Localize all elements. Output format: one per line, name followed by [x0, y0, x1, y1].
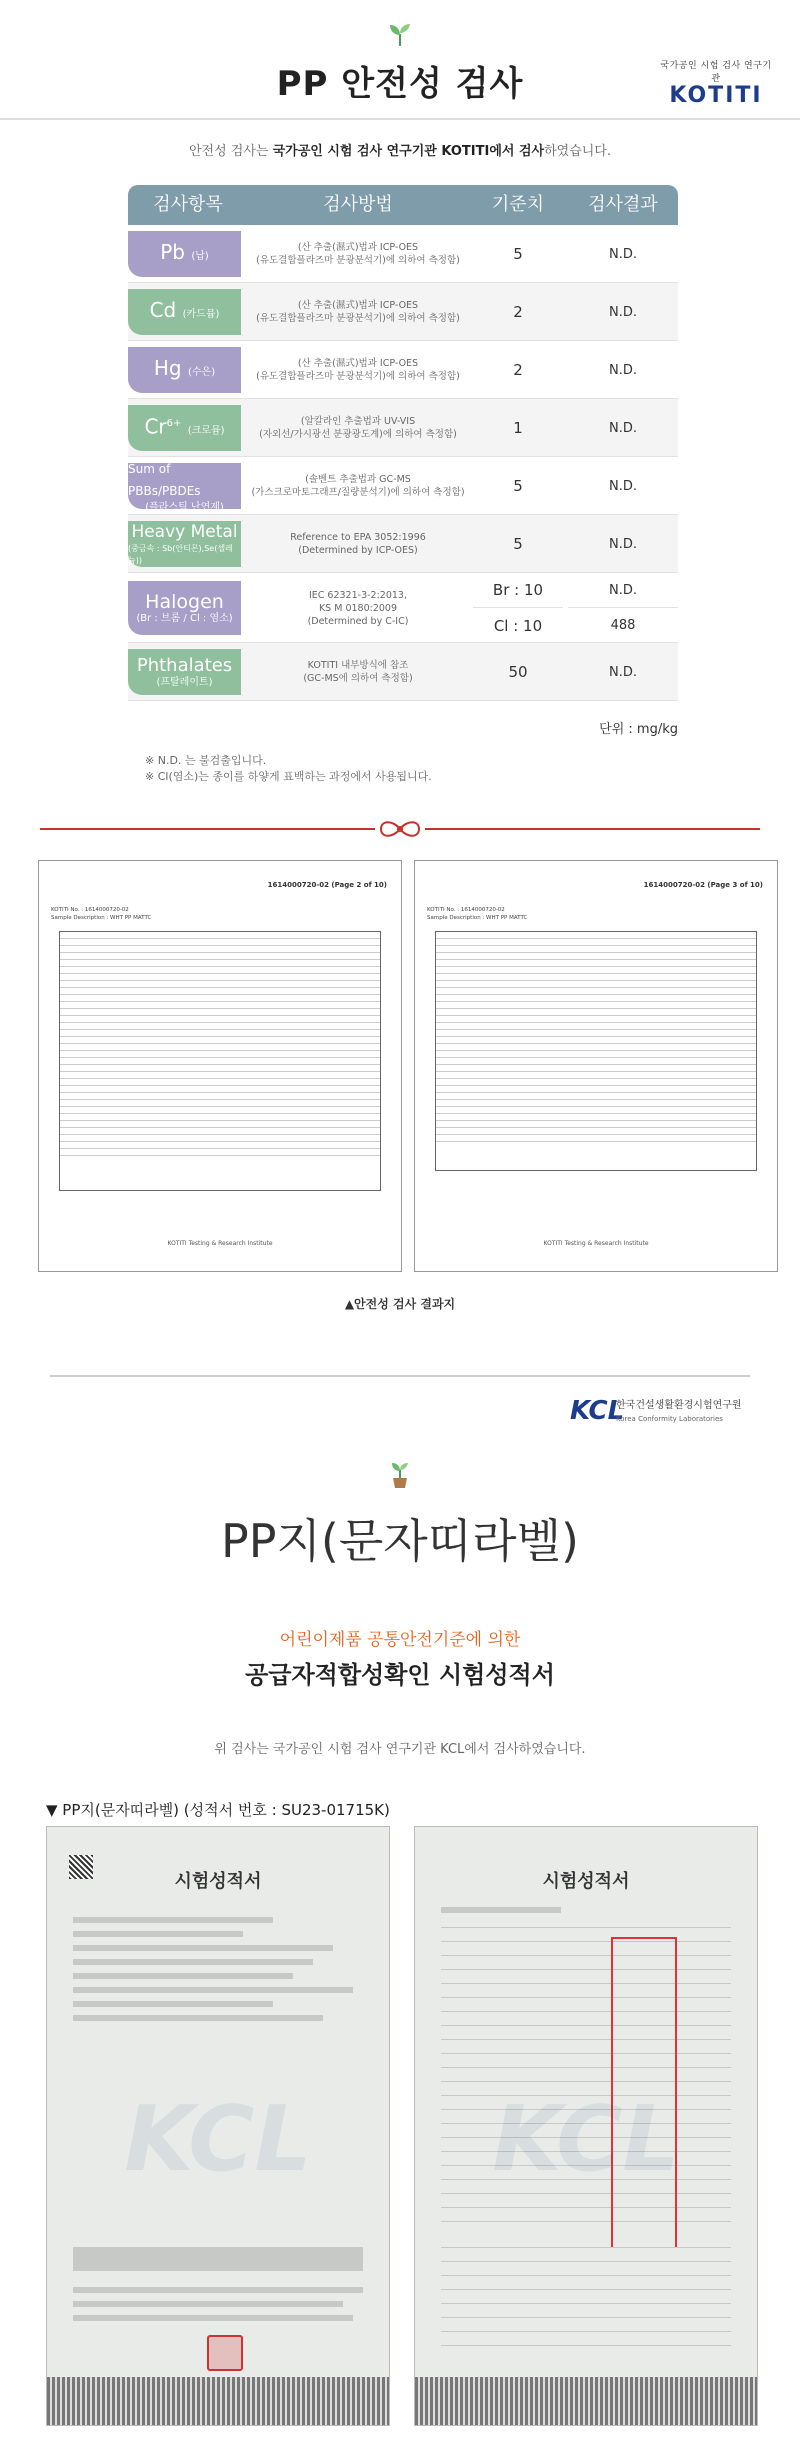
- header-item: 검사항목: [153, 194, 223, 215]
- note-nd: ※ N.D. 는 불검출입니다.: [145, 754, 267, 767]
- standard-cell: 5: [513, 477, 523, 495]
- kotiti-logo: [656, 58, 776, 108]
- section1-intro: 안전성 검사는 국가공인 시험 검사 연구기관 KOTITI에서 검사하였습니다.: [188, 144, 612, 159]
- item-label: Halogen (Br : 브롬 / Cl : 염소): [128, 581, 241, 635]
- unit-label: 단위 : mg/kg: [599, 722, 678, 737]
- standard-cell-br: Br : 10: [473, 573, 563, 608]
- sprout-icon: [386, 20, 414, 52]
- result-cell: N.D.: [609, 246, 637, 262]
- safety-test-table: [128, 185, 678, 715]
- kotiti-org-name: 국가공인 시험 검사 연구기관: [660, 61, 772, 84]
- section2-subtitle-orange: 어린이제품 공통안전기준에 의한: [279, 1630, 521, 1650]
- method-cell: Reference to EPA 3052:1996 (Determined by ICP-OES): [290, 532, 426, 556]
- standard-cell: 2: [513, 303, 523, 321]
- seal-stamp: [207, 2335, 243, 2371]
- item-label: $Cr^{6+}$ (크로뮴): [128, 405, 241, 451]
- table-row: [128, 643, 678, 701]
- table-row: [128, 515, 678, 573]
- kcl-logo: [570, 1396, 780, 1426]
- method-cell: KOTITI 내부방식에 참조 (GC-MS에 의하여 측정함): [303, 660, 413, 684]
- standard-cell: 1: [513, 419, 523, 437]
- result-cell: N.D.: [609, 478, 637, 494]
- table-row: [128, 225, 678, 283]
- certificate-label: ▼ PP지(문자띠라벨) (성적서 번호 : SU23-01715K): [46, 1801, 390, 1819]
- table-row: [128, 283, 678, 341]
- standard-cell: 2: [513, 361, 523, 379]
- item-label: Sum of PBBs/PBDEs (플라스틱 난연제): [128, 463, 241, 509]
- section2-intro: 위 검사는 국가공인 시험 검사 연구기관 KCL에서 검사하였습니다.: [214, 1742, 586, 1757]
- standard-cell-cl: Cl : 10: [493, 616, 543, 635]
- result-cell: N.D.: [609, 304, 637, 320]
- item-label: Heavy Metal (중금속 : Sb(안티몬),Se(셀레늄)): [128, 521, 241, 567]
- certificate-page-1: 시험성적서 KCL: [46, 1826, 390, 2426]
- method-cell: (솔벤트 추출법과 GC-MS (가스크로마토그래프/질량분석기)에 의하여 측정함): [251, 474, 465, 498]
- item-label: Cd (카드뮴): [128, 289, 241, 335]
- sprout-pot-icon: [385, 1460, 415, 1494]
- header-standard: 기준치: [491, 194, 545, 215]
- method-cell: IEC 62321-3-2:2013, KS M 0180:2009 (Determined by C-IC): [307, 589, 409, 627]
- test-report-page-3: 1614000720-02 (Page 3 of 10) KOTITI No. : 1614000720-02 Sample Description : WHT PP MATTC KOTITI Testing & Research Institute: [414, 860, 778, 1272]
- test-report-page-2: 1614000720-02 (Page 2 of 10) KOTITI No. : 1614000720-02 Sample Description : WHT PP MATTC KOTITI Testing & Research Institute: [38, 860, 402, 1272]
- divider: [50, 1375, 750, 1377]
- table-row: [128, 573, 678, 643]
- standard-cell: 5: [513, 535, 523, 553]
- table-header: [128, 185, 678, 225]
- certificate-page-2: 시험성적서 KCL: [414, 1826, 758, 2426]
- table-row: [128, 399, 678, 457]
- method-cell: (알칼라인 추출법과 UV-VIS (자외선/가시광선 분광광도계)에 의하여 측정함): [259, 416, 457, 440]
- method-cell: (산 추출(濕式)법과 ICP-OES (유도결합플라즈마 분광분석기)에 의하여 측정함): [256, 242, 460, 266]
- result-cell: N.D.: [609, 362, 637, 378]
- header-result: 검사결과: [588, 194, 658, 215]
- item-label: Hg (수은): [128, 347, 241, 393]
- kcl-org-name: 한국건설생활환경시험연구원 Korea Conformity Laboratories: [616, 1400, 742, 1423]
- method-cell: (산 추출(濕式)법과 ICP-OES (유도결합플라즈마 분광분석기)에 의하여 측정함): [256, 358, 460, 382]
- standard-cell: 50: [508, 663, 528, 681]
- kcl-logo-mark: KCL: [570, 1396, 625, 1426]
- method-cell: (산 추출(濕式)법과 ICP-OES (유도결합플라즈마 분광분석기)에 의하여 측정함): [256, 300, 460, 324]
- standard-cell: 5: [513, 245, 523, 263]
- result-cell-br: N.D.: [568, 573, 678, 608]
- section1-title: PP 안전성 검사: [276, 64, 524, 104]
- section2-title: PP지(문자띠라벨): [221, 1514, 579, 1568]
- kotiti-logo-text: KOTITI: [669, 83, 763, 108]
- result-cell: N.D.: [609, 664, 637, 680]
- divider: [0, 118, 800, 120]
- report-caption: ▲안전성 검사 결과지: [344, 1297, 456, 1311]
- table-row: [128, 457, 678, 515]
- header-method: 검사방법: [323, 194, 393, 215]
- ribbon-bow-icon: [375, 818, 425, 844]
- item-label: Pb (납): [128, 231, 241, 277]
- result-cell-cl: 488: [610, 618, 636, 633]
- result-cell: N.D.: [609, 536, 637, 552]
- table-row: [128, 341, 678, 399]
- item-label: Phthalates (프탈레이트): [128, 649, 241, 695]
- note-cl: ※ Cl(염소)는 종이를 하얗게 표백하는 과정에서 사용됩니다.: [145, 770, 432, 783]
- section2-subtitle: 공급자적합성확인 시험성적서: [245, 1661, 555, 1689]
- result-cell: N.D.: [609, 420, 637, 436]
